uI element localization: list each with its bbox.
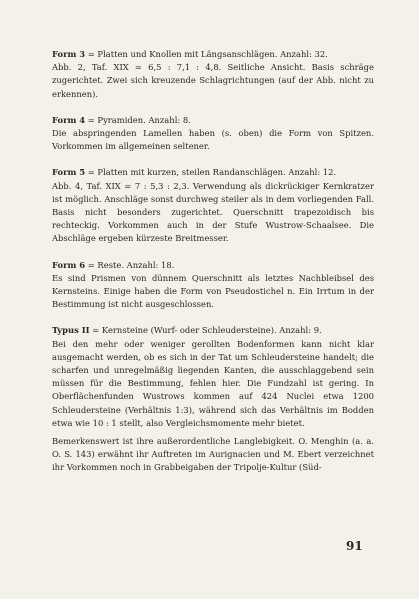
section-heading-form-4 [52,114,374,127]
section-label: Form 4 [52,114,86,125]
section-heading-text: = Kernsteine (Wurf- oder Schleudersteine). Anzahl: 9. [89,325,322,336]
section-paragraph: Die abspringenden Lamellen haben (s. oben) die Form von Spitzen. Vorkommen im allgemeinen seltener. [52,128,374,152]
section-paragraph: Abb. 2, Taf. XIX = 6,5 : 7,1 : 4,8. Seitliche Ansicht. Basis schräge zugerichtet. Zwei sich kreuzende Schlagrichtungen (auf der Abb. nicht zu erkennen). [52,62,374,99]
section-paragraph: Es sind Prismen von dünnem Querschnitt als letztes Nachbleibsel des Kernsteins. Einige haben die Form von Pseudostichel n. Ein Irrtum in der Bestimmung ist nicht ausgeschlossen. [52,272,374,310]
section-paragraph: Bei den mehr oder weniger gerollten Bodenformen kann nicht klar ausgemacht werden, ob es sich in der Tat um Schleudersteine handelt; die scharfen und unregelmäßig liegenden Kanten, die ausschlaggebend sein müssen für die Bestimmung, fehlen hier. Die Fundzahl ist gering. In Oberflächenfunden Wustrows kommen auf 424 Nuclei etwa 1200 Schleudersteine (Verhältnis 1:3), während sich das Verhältnis im Bodden etwa wie 10 : 1 stellt, also Vergleichsmomente mehr bietet. [52,338,374,428]
section-heading-text: = Platten mit kurzen, steilen Randanschlägen. Anzahl: 12. [85,167,337,178]
section-label: Form 3 [52,49,86,59]
section-paragraph: Abb. 4, Taf. XIX = 7 : 5,3 : 2,3. Verwendung als dickrückiger Kernkratzer ist möglich. Anschläge sonst durchweg steiler als in dem vorliegenden Fall. Basis nicht besonders zugerichtet. Querschnitt trapezoidisch bis rechteckig. Vorkommen auch in der Stufe Wustrow-Schaalsee. Die Abschläge ergeben kürzeste Breitmesser. [52,180,374,244]
section-heading-form-3 [52,48,374,61]
section-heading-form-6 [52,259,374,272]
section-heading-text: = Reste. Anzahl: 18. [85,259,175,270]
page-number: 91 [346,539,363,553]
section-heading-text: = Pyramiden. Anzahl: 8. [85,114,191,125]
section-heading-text: = Platten und Knollen mit Längsanschlägen. Anzahl: 32. [85,49,328,59]
section-label: Form 6 [52,259,86,270]
section-label: Form 5 [52,167,86,178]
page-content [52,48,374,475]
section-heading-typus-2 [52,324,374,337]
section-heading-form-5 [52,166,374,179]
section-paragraph: Bemerkenswert ist ihre außerordentliche Langlebigkeit. O. Menghin (a. a. O. S. 143) erwähnt ihr Auftreten im Aurignacien und M. Ebert verzeichnet ihr Vorkommen noch in Grabbeigaben der Tripolje-Kultur (Süd- [52,436,374,473]
section-label: Typus II [52,325,90,336]
